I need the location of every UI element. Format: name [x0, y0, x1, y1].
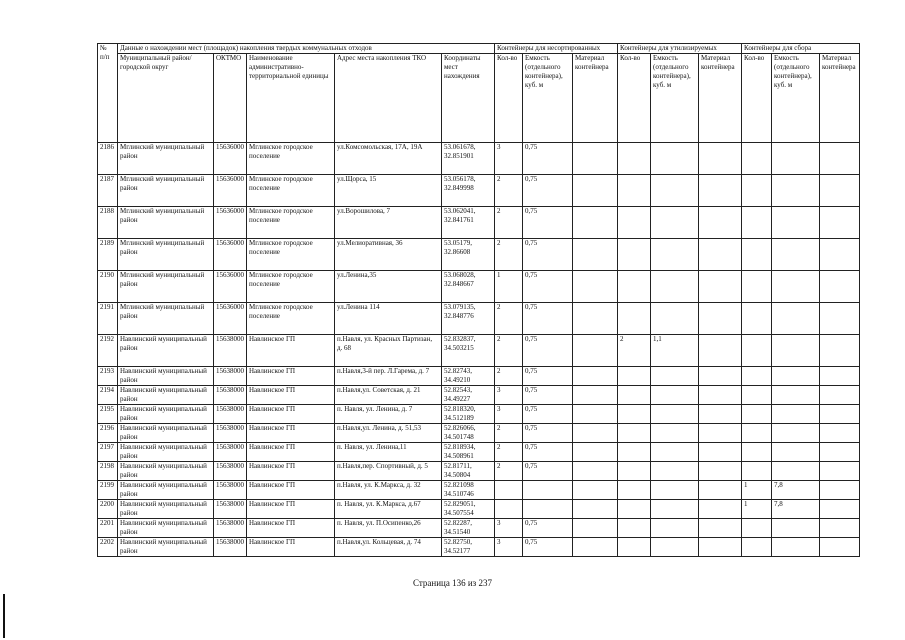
page-number: Страница 136 из 237 [413, 578, 492, 588]
cell-municipality: Навлинский муниципальный район [118, 462, 214, 481]
cell-address: п.Навля, ул. К.Маркса, д. 32 [335, 481, 442, 500]
cell-count-recycle [618, 500, 651, 519]
cell-material-collect [820, 143, 860, 175]
cell-material-collect [820, 424, 860, 443]
cell-material-recycle [699, 335, 742, 367]
col-header-count-collect: Кол-во [742, 54, 772, 143]
cell-material-collect [820, 303, 860, 335]
cell-count-collect [742, 519, 772, 538]
cell-material-unsorted [573, 462, 618, 481]
cell-address: п.Навля,пер. Спортивный, д. 5 [335, 462, 442, 481]
cell-number: 2186 [98, 143, 118, 175]
cell-oktmo: 15638000 [214, 367, 247, 386]
cell-capacity-collect [772, 519, 820, 538]
cell-territory: Мглинское городское поселение [247, 175, 335, 207]
col-header-count-unsorted: Кол-во [495, 54, 523, 143]
table-row [98, 335, 860, 367]
cell-count-recycle [618, 271, 651, 303]
cell-territory: Мглинское городское поселение [247, 207, 335, 239]
cell-material-unsorted [573, 405, 618, 424]
cell-address: п.Навля,ул. Ленина, д. 51,53 [335, 424, 442, 443]
cell-municipality: Навлинский муниципальный район [118, 500, 214, 519]
cell-material-recycle [699, 271, 742, 303]
table-row [98, 443, 860, 462]
cell-material-recycle [699, 303, 742, 335]
cell-address: п.Навля,ул. Советская, д. 21 [335, 386, 442, 405]
cell-count-collect [742, 239, 772, 271]
cell-municipality: Мглинский муниципальный район [118, 303, 214, 335]
cell-coordinates: 53.056178, 32.849998 [442, 175, 495, 207]
cell-municipality: Навлинский муниципальный район [118, 481, 214, 500]
cell-material-recycle [699, 519, 742, 538]
cell-material-unsorted [573, 335, 618, 367]
cell-address: ул.Мелиоративная, 36 [335, 239, 442, 271]
cell-capacity-collect [772, 335, 820, 367]
cell-count-collect [742, 424, 772, 443]
cell-capacity-collect: 7,8 [772, 500, 820, 519]
cell-oktmo: 15636000 [214, 175, 247, 207]
cell-address: ул.Щорса, 15 [335, 175, 442, 207]
cell-count-collect: 1 [742, 481, 772, 500]
cell-material-collect [820, 239, 860, 271]
cell-capacity-unsorted: 0,75 [523, 405, 573, 424]
cell-territory: Навлинское ГП [247, 424, 335, 443]
cell-capacity-collect [772, 367, 820, 386]
cell-capacity-recycle [651, 443, 699, 462]
header-row-groups [98, 44, 860, 54]
cell-address: ул.Ленина 114 [335, 303, 442, 335]
cell-municipality: Навлинский муниципальный район [118, 538, 214, 557]
cell-coordinates: 52.82287, 34.51540 [442, 519, 495, 538]
cell-coordinates: 52.832837, 34.503215 [442, 335, 495, 367]
cell-capacity-collect [772, 443, 820, 462]
table-row [98, 367, 860, 386]
cell-count-collect [742, 143, 772, 175]
cell-material-unsorted [573, 481, 618, 500]
cell-material-recycle [699, 207, 742, 239]
cell-address: ул.Ленина,35 [335, 271, 442, 303]
cell-coordinates: 52.821098 34.510746 [442, 481, 495, 500]
cell-count-unsorted [495, 481, 523, 500]
cell-capacity-collect: 7,8 [772, 481, 820, 500]
cell-territory: Навлинское ГП [247, 386, 335, 405]
cell-municipality: Мглинский муниципальный район [118, 207, 214, 239]
cell-capacity-recycle [651, 424, 699, 443]
cell-count-collect [742, 538, 772, 557]
cell-count-unsorted: 3 [495, 519, 523, 538]
cell-count-collect [742, 367, 772, 386]
cell-count-recycle [618, 519, 651, 538]
cell-address: п.Навля,3-й пер. Л.Гарема, д. 7 [335, 367, 442, 386]
cell-count-unsorted: 2 [495, 207, 523, 239]
table-row [98, 405, 860, 424]
table-row [98, 538, 860, 557]
cell-capacity-unsorted: 0,75 [523, 335, 573, 367]
col-header-material-unsorted: Материал контейнера [573, 54, 618, 143]
cell-capacity-unsorted: 0,75 [523, 303, 573, 335]
cell-material-collect [820, 405, 860, 424]
cell-count-unsorted: 2 [495, 462, 523, 481]
cell-capacity-collect [772, 424, 820, 443]
cell-municipality: Навлинский муниципальный район [118, 386, 214, 405]
cell-oktmo: 15636000 [214, 239, 247, 271]
cell-oktmo: 15638000 [214, 386, 247, 405]
cell-number: 2194 [98, 386, 118, 405]
cell-capacity-collect [772, 143, 820, 175]
cell-territory: Навлинское ГП [247, 462, 335, 481]
cell-capacity-recycle [651, 462, 699, 481]
cell-capacity-unsorted: 0,75 [523, 424, 573, 443]
cell-count-collect [742, 335, 772, 367]
cell-material-collect [820, 500, 860, 519]
cell-material-unsorted [573, 175, 618, 207]
cell-number: 2188 [98, 207, 118, 239]
group-header-unsorted: Контейнеры для несортированных [495, 44, 618, 54]
cell-number: 2202 [98, 538, 118, 557]
cell-capacity-collect [772, 271, 820, 303]
cell-capacity-unsorted [523, 481, 573, 500]
col-header-address: Адрес места накопления ТКО [335, 54, 442, 143]
cell-count-recycle [618, 175, 651, 207]
cell-territory: Навлинское ГП [247, 405, 335, 424]
cell-territory: Навлинское ГП [247, 367, 335, 386]
table-row [98, 386, 860, 405]
cell-material-unsorted [573, 443, 618, 462]
cell-address: п.Навля,ул. Кольцевая, д. 74 [335, 538, 442, 557]
cell-material-collect [820, 175, 860, 207]
cell-capacity-unsorted: 0,75 [523, 239, 573, 271]
cell-capacity-recycle [651, 239, 699, 271]
cell-oktmo: 15638000 [214, 481, 247, 500]
cell-capacity-collect [772, 405, 820, 424]
cell-capacity-recycle [651, 519, 699, 538]
cell-municipality: Мглинский муниципальный район [118, 175, 214, 207]
cell-territory: Мглинское городское поселение [247, 143, 335, 175]
cell-material-collect [820, 367, 860, 386]
cell-material-unsorted [573, 143, 618, 175]
col-header-municipality: Муниципальный район/городской округ [118, 54, 214, 143]
cell-municipality: Мглинский муниципальный район [118, 143, 214, 175]
group-header-collect: Контейнеры для сбора [742, 44, 860, 54]
cell-capacity-unsorted [523, 500, 573, 519]
cell-number: 2196 [98, 424, 118, 443]
cell-number: 2193 [98, 367, 118, 386]
cell-capacity-recycle [651, 386, 699, 405]
cell-territory: Мглинское городское поселение [247, 239, 335, 271]
scan-edge-mark [3, 594, 5, 638]
cell-address: п.Навля, ул. Красных Партизан, д. 68 [335, 335, 442, 367]
cell-coordinates: 52.82750, 34.52177 [442, 538, 495, 557]
group-header-site-data: Данные о нахождении мест (площадок) накопления твердых коммунальных отходов [118, 44, 495, 54]
cell-capacity-collect [772, 175, 820, 207]
cell-capacity-unsorted: 0,75 [523, 462, 573, 481]
table-row [98, 239, 860, 271]
cell-material-unsorted [573, 386, 618, 405]
cell-material-recycle [699, 443, 742, 462]
register-sheet [97, 43, 860, 557]
col-header-material-recycle: Материал контейнера [699, 54, 742, 143]
cell-capacity-recycle [651, 405, 699, 424]
table-row [98, 424, 860, 443]
cell-municipality: Навлинский муниципальный район [118, 424, 214, 443]
cell-material-collect [820, 386, 860, 405]
cell-capacity-recycle [651, 367, 699, 386]
cell-count-unsorted: 2 [495, 175, 523, 207]
cell-coordinates: 53.062041, 32.841761 [442, 207, 495, 239]
col-header-capacity-recycle: Емкость (отдельного контейнера), куб. м [651, 54, 699, 143]
cell-municipality: Навлинский муниципальный район [118, 519, 214, 538]
cell-oktmo: 15638000 [214, 335, 247, 367]
cell-count-recycle [618, 386, 651, 405]
cell-oktmo: 15638000 [214, 405, 247, 424]
cell-oktmo: 15636000 [214, 303, 247, 335]
cell-material-recycle [699, 538, 742, 557]
cell-number: 2187 [98, 175, 118, 207]
cell-capacity-recycle [651, 303, 699, 335]
cell-count-recycle [618, 443, 651, 462]
col-header-capacity-collect: Емкость (отдельного контейнера), куб. м [772, 54, 820, 143]
cell-count-recycle [618, 143, 651, 175]
cell-count-collect [742, 386, 772, 405]
cell-territory: Мглинское городское поселение [247, 303, 335, 335]
col-header-capacity-unsorted: Емкость (отдельного контейнера), куб. м [523, 54, 573, 143]
table-row [98, 500, 860, 519]
table-row [98, 462, 860, 481]
cell-count-recycle [618, 303, 651, 335]
cell-count-collect [742, 175, 772, 207]
table-row [98, 207, 860, 239]
cell-number: 2195 [98, 405, 118, 424]
cell-count-recycle [618, 405, 651, 424]
col-header-number: № п/п [98, 44, 118, 143]
cell-material-unsorted [573, 303, 618, 335]
cell-number: 2191 [98, 303, 118, 335]
waste-sites-table [97, 43, 860, 557]
cell-number: 2198 [98, 462, 118, 481]
col-header-oktmo: ОКТМО [214, 54, 247, 143]
cell-capacity-collect [772, 462, 820, 481]
cell-address: ул.Комсомольская, 17А, 19А [335, 143, 442, 175]
cell-oktmo: 15636000 [214, 143, 247, 175]
cell-oktmo: 15638000 [214, 519, 247, 538]
cell-count-collect [742, 462, 772, 481]
cell-count-unsorted: 2 [495, 335, 523, 367]
cell-count-collect [742, 405, 772, 424]
cell-capacity-recycle [651, 271, 699, 303]
cell-municipality: Мглинский муниципальный район [118, 271, 214, 303]
cell-capacity-unsorted: 0,75 [523, 519, 573, 538]
cell-material-unsorted [573, 538, 618, 557]
cell-count-recycle [618, 538, 651, 557]
cell-address: п. Навля, ул. Ленина, д. 7 [335, 405, 442, 424]
cell-coordinates: 52.826066, 34.501748 [442, 424, 495, 443]
col-header-count-recycle: Кол-во [618, 54, 651, 143]
cell-material-unsorted [573, 500, 618, 519]
cell-count-unsorted: 3 [495, 386, 523, 405]
cell-count-recycle: 2 [618, 335, 651, 367]
cell-coordinates: 52.818934, 34.508961 [442, 443, 495, 462]
cell-material-unsorted [573, 519, 618, 538]
cell-municipality: Навлинский муниципальный район [118, 443, 214, 462]
cell-address: п. Навля, ул. К.Маркса, д.67 [335, 500, 442, 519]
cell-oktmo: 15636000 [214, 207, 247, 239]
cell-count-collect [742, 303, 772, 335]
cell-capacity-unsorted: 0,75 [523, 367, 573, 386]
table-row [98, 271, 860, 303]
cell-count-unsorted: 2 [495, 303, 523, 335]
cell-number: 2201 [98, 519, 118, 538]
table-row [98, 143, 860, 175]
cell-count-unsorted: 2 [495, 443, 523, 462]
cell-count-recycle [618, 367, 651, 386]
cell-territory: Мглинское городское поселение [247, 271, 335, 303]
cell-count-recycle [618, 462, 651, 481]
cell-capacity-unsorted: 0,75 [523, 538, 573, 557]
header-row-columns [98, 54, 860, 143]
cell-material-recycle [699, 481, 742, 500]
cell-material-recycle [699, 143, 742, 175]
cell-oktmo: 15638000 [214, 424, 247, 443]
cell-municipality: Навлинский муниципальный район [118, 367, 214, 386]
cell-material-recycle [699, 405, 742, 424]
cell-capacity-collect [772, 386, 820, 405]
cell-material-recycle [699, 239, 742, 271]
cell-count-recycle [618, 207, 651, 239]
cell-count-unsorted: 1 [495, 271, 523, 303]
cell-territory: Навлинское ГП [247, 538, 335, 557]
cell-material-collect [820, 207, 860, 239]
table-row [98, 519, 860, 538]
cell-coordinates: 52.818320, 34.512189 [442, 405, 495, 424]
cell-capacity-recycle [651, 143, 699, 175]
cell-material-recycle [699, 424, 742, 443]
cell-number: 2189 [98, 239, 118, 271]
cell-capacity-recycle [651, 175, 699, 207]
cell-material-collect [820, 271, 860, 303]
cell-capacity-recycle [651, 481, 699, 500]
table-row [98, 175, 860, 207]
cell-capacity-unsorted: 0,75 [523, 271, 573, 303]
cell-count-unsorted: 3 [495, 538, 523, 557]
cell-material-collect [820, 443, 860, 462]
cell-oktmo: 15638000 [214, 500, 247, 519]
cell-capacity-collect [772, 538, 820, 557]
cell-count-unsorted: 3 [495, 405, 523, 424]
cell-material-recycle [699, 462, 742, 481]
cell-territory: Навлинское ГП [247, 443, 335, 462]
cell-capacity-unsorted: 0,75 [523, 175, 573, 207]
cell-count-unsorted: 3 [495, 143, 523, 175]
cell-territory: Навлинское ГП [247, 519, 335, 538]
cell-count-collect [742, 207, 772, 239]
cell-coordinates: 53.068028, 32.848667 [442, 271, 495, 303]
cell-count-recycle [618, 424, 651, 443]
col-header-territory: Наименование административно-территориальной единицы [247, 54, 335, 143]
cell-territory: Навлинское ГП [247, 500, 335, 519]
cell-number: 2197 [98, 443, 118, 462]
cell-territory: Навлинское ГП [247, 481, 335, 500]
cell-coordinates: 52.82543, 34.49227 [442, 386, 495, 405]
cell-municipality: Навлинский муниципальный район [118, 335, 214, 367]
cell-material-collect [820, 335, 860, 367]
cell-oktmo: 15638000 [214, 538, 247, 557]
cell-coordinates: 53.061678, 32.851901 [442, 143, 495, 175]
cell-material-unsorted [573, 424, 618, 443]
cell-material-unsorted [573, 271, 618, 303]
cell-oktmo: 15636000 [214, 271, 247, 303]
col-header-coordinates: Координаты мест нахождения [442, 54, 495, 143]
cell-number: 2199 [98, 481, 118, 500]
cell-capacity-unsorted: 0,75 [523, 207, 573, 239]
cell-count-unsorted: 2 [495, 424, 523, 443]
cell-coordinates: 52.829051, 34.507554 [442, 500, 495, 519]
cell-material-recycle [699, 367, 742, 386]
cell-capacity-recycle [651, 538, 699, 557]
cell-material-unsorted [573, 367, 618, 386]
cell-count-collect: 1 [742, 500, 772, 519]
cell-material-recycle [699, 175, 742, 207]
cell-territory: Навлинское ГП [247, 335, 335, 367]
cell-capacity-unsorted: 0,75 [523, 143, 573, 175]
cell-count-collect [742, 271, 772, 303]
cell-capacity-recycle: 1,1 [651, 335, 699, 367]
cell-material-unsorted [573, 239, 618, 271]
cell-oktmo: 15638000 [214, 443, 247, 462]
cell-count-recycle [618, 481, 651, 500]
cell-material-recycle [699, 500, 742, 519]
cell-capacity-recycle [651, 500, 699, 519]
cell-address: п. Навля, ул. Ленина,11 [335, 443, 442, 462]
table-row [98, 481, 860, 500]
cell-coordinates: 53.05179, 32.86608 [442, 239, 495, 271]
cell-number: 2190 [98, 271, 118, 303]
cell-material-collect [820, 519, 860, 538]
cell-capacity-collect [772, 303, 820, 335]
cell-address: п. Навля, ул. П.Осипенко,26 [335, 519, 442, 538]
cell-coordinates: 52.81711, 34.50804 [442, 462, 495, 481]
cell-count-recycle [618, 239, 651, 271]
cell-municipality: Навлинский муниципальный район [118, 405, 214, 424]
col-header-material-collect: Материал контейнера [820, 54, 860, 143]
cell-material-collect [820, 538, 860, 557]
cell-address: ул.Ворошилова, 7 [335, 207, 442, 239]
cell-capacity-unsorted: 0,75 [523, 386, 573, 405]
cell-capacity-collect [772, 239, 820, 271]
cell-count-unsorted [495, 500, 523, 519]
cell-material-recycle [699, 386, 742, 405]
cell-count-unsorted: 2 [495, 239, 523, 271]
cell-capacity-unsorted: 0,75 [523, 443, 573, 462]
cell-number: 2200 [98, 500, 118, 519]
cell-material-unsorted [573, 207, 618, 239]
cell-count-unsorted: 2 [495, 367, 523, 386]
cell-count-collect [742, 443, 772, 462]
cell-coordinates: 52.82743, 34.49210 [442, 367, 495, 386]
cell-oktmo: 15638000 [214, 462, 247, 481]
cell-material-collect [820, 481, 860, 500]
table-row [98, 303, 860, 335]
cell-number: 2192 [98, 335, 118, 367]
cell-coordinates: 53.079135, 32.848776 [442, 303, 495, 335]
cell-capacity-recycle [651, 207, 699, 239]
cell-material-collect [820, 462, 860, 481]
cell-municipality: Мглинский муниципальный район [118, 239, 214, 271]
cell-capacity-collect [772, 207, 820, 239]
group-header-recycle: Контейнеры для утилизируемых [618, 44, 742, 54]
